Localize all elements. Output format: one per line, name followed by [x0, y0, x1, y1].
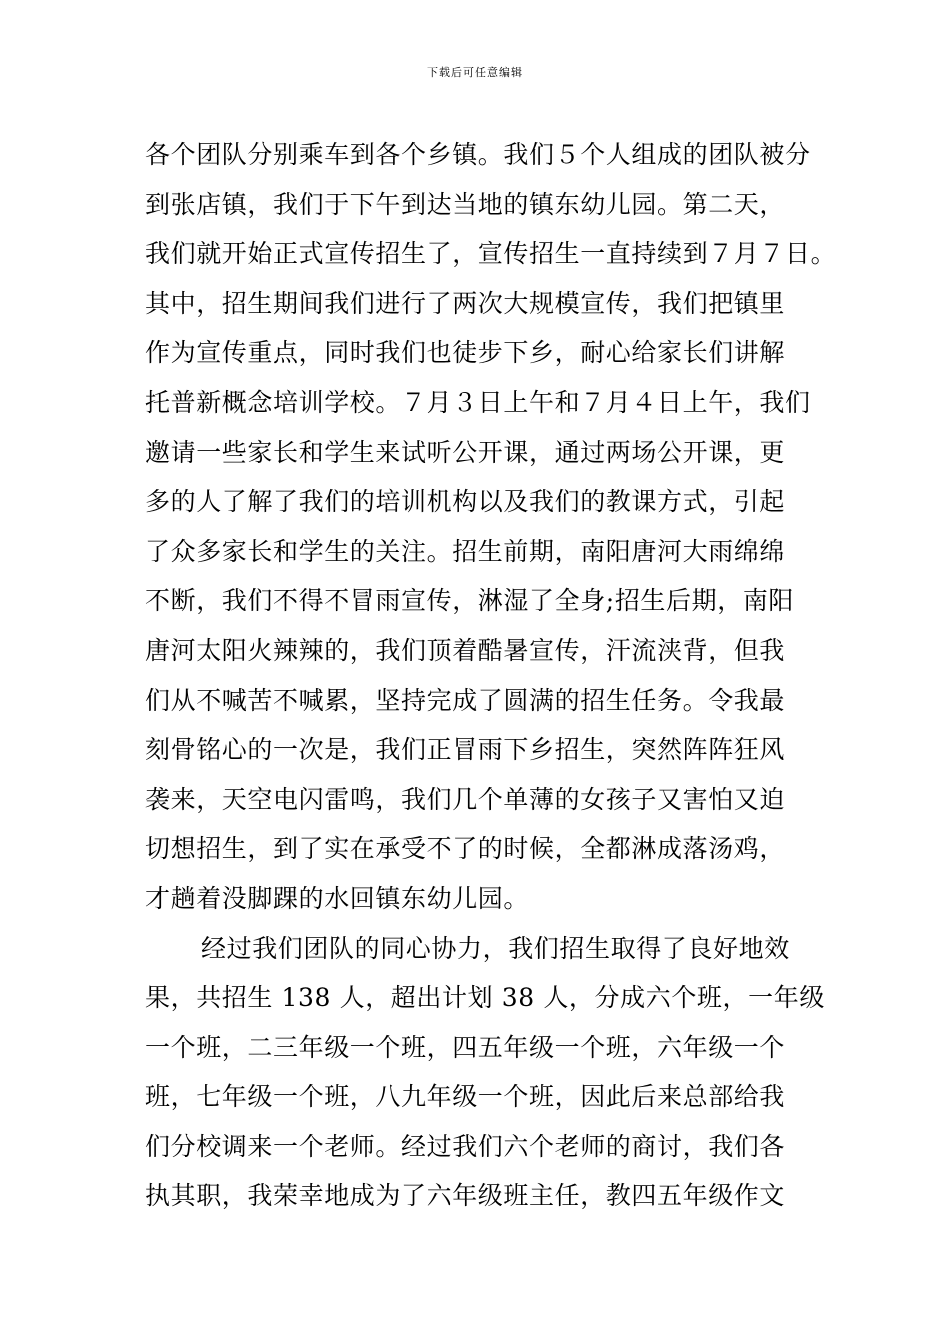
text-line: 到张店镇，我们于下午到达当地的镇东幼儿园。第二天，: [145, 189, 786, 219]
text-line: 们分校调来一个老师。经过我们六个老师的商讨，我们各: [145, 1131, 786, 1161]
text-line: 多的人了解了我们的培训机构以及我们的教课方式，引起: [145, 487, 786, 517]
body-text: [145, 130, 837, 1221]
text-line: 袭来，天空电闪雷鸣，我们几个单薄的女孩子又害怕又迫: [145, 784, 786, 814]
text-line: 各个团队分别乘车到各个乡镇。我们５个人组成的团队被分: [145, 140, 811, 169]
text-line: 执其职，我荣幸地成为了六年级班主任，教四五年级作文: [145, 1181, 786, 1211]
text-line: 我们就开始正式宣传招生了，宣传招生一直持续到７月７日。: [145, 239, 837, 269]
text-line: 唐河太阳火辣辣的，我们顶着酷暑宣传，汗流浃背，但我: [145, 635, 786, 665]
text-line: 邀请一些家长和学生来试听公开课，通过两场公开课，更: [145, 437, 786, 467]
text-line-indented: 经过我们团队的同心协力，我们招生取得了良好地效: [201, 933, 790, 963]
text-line: 才趟着没脚踝的水回镇东幼儿园。: [145, 883, 530, 913]
text-line: 们从不喊苦不喊累，坚持完成了圆满的招生任务。令我最: [145, 685, 786, 715]
text-line: 果，共招生 138 人，超出计划 38 人，分成六个班，一年级: [145, 983, 825, 1013]
text-line: 班，七年级一个班，八九年级一个班，因此后来总部给我: [145, 1082, 786, 1112]
text-line: 刻骨铭心的一次是，我们正冒雨下乡招生，突然阵阵狂风: [145, 735, 786, 765]
text-line: 托普新概念培训学校。７月３日上午和７月４日上午，我们: [145, 387, 811, 417]
text-line: 其中，招生期间我们进行了两次大规模宣传，我们把镇里: [145, 288, 786, 318]
text-line: 作为宣传重点，同时我们也徒步下乡，耐心给家长们讲解: [145, 338, 786, 368]
text-line: 一个班，二三年级一个班，四五年级一个班，六年级一个: [145, 1032, 786, 1062]
header-note: 下载后可任意编辑: [427, 66, 523, 79]
text-line: 不断，我们不得不冒雨宣传，淋湿了全身;招生后期，南阳: [145, 586, 795, 616]
text-line: 切想招生，到了实在承受不了的时候，全都淋成落汤鸡，: [145, 834, 786, 864]
text-line: 了众多家长和学生的关注。招生前期，南阳唐河大雨绵绵: [145, 536, 786, 566]
